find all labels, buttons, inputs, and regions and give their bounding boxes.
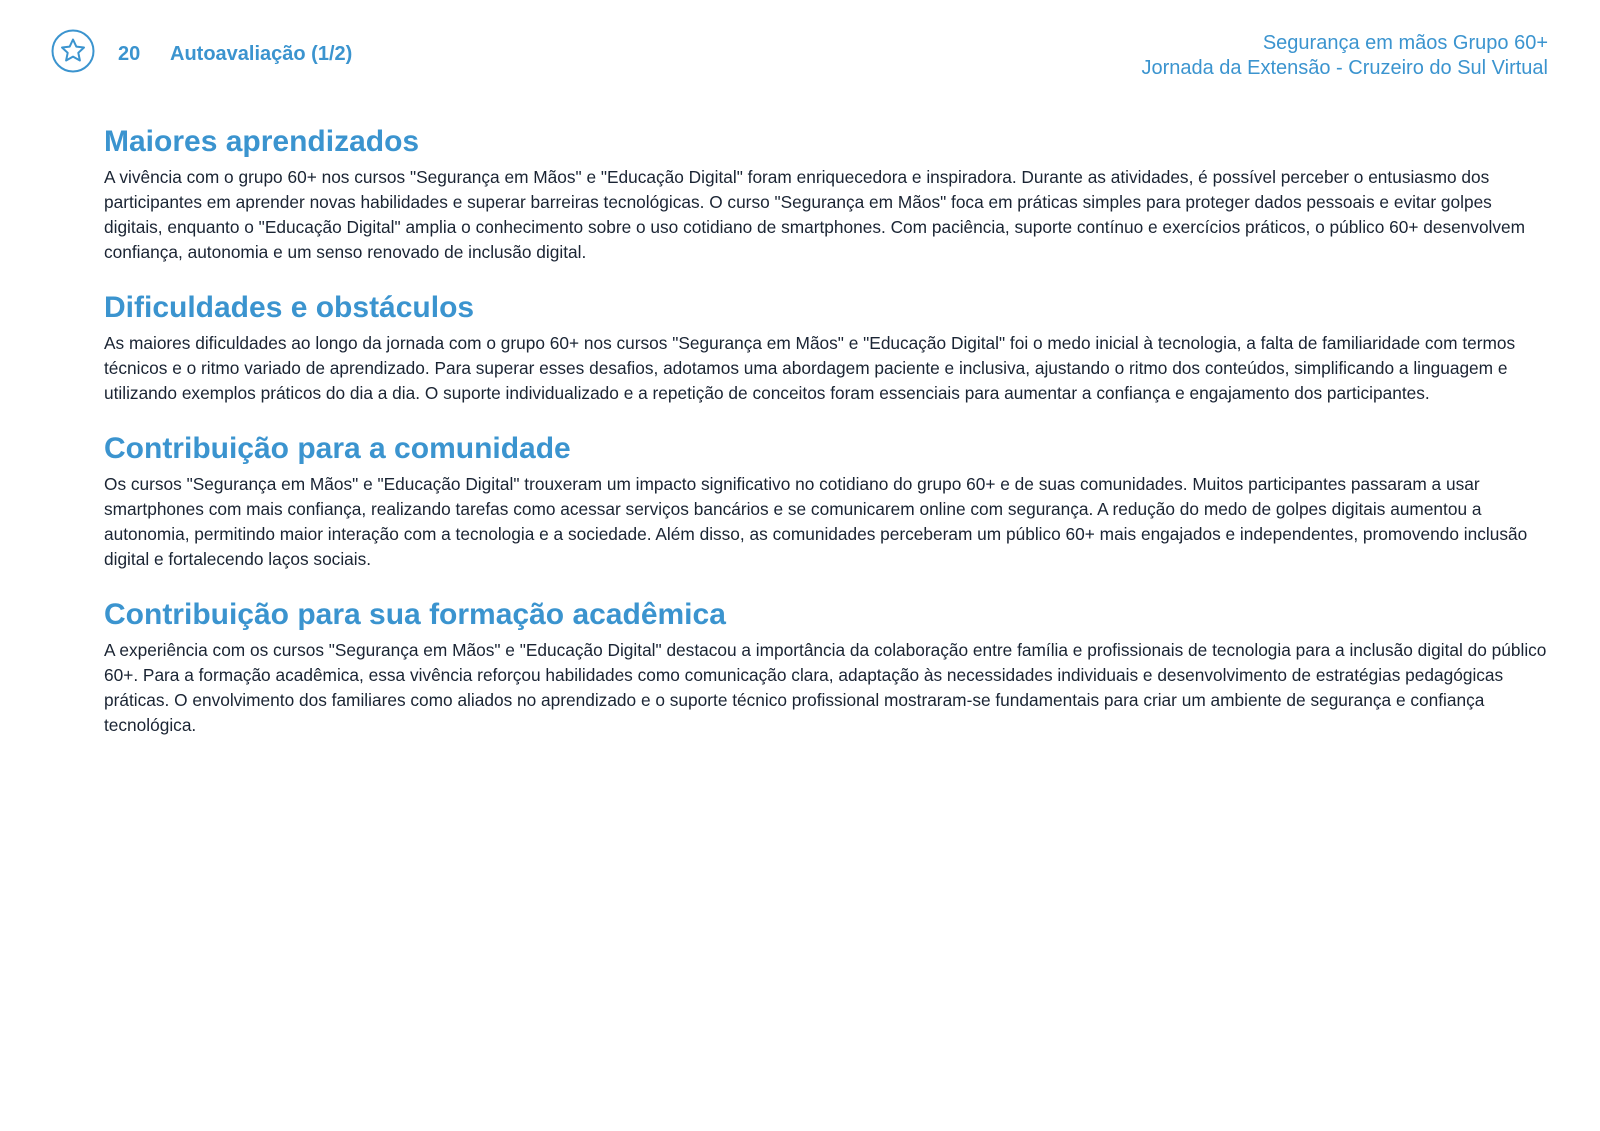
section-learnings bbox=[104, 123, 1552, 265]
section-body: A experiência com os cursos "Segurança em Mãos" e "Educação Digital" destacou a importância da colaboração entre família e profissionais de tecnologia para a inclusão digital do público 60+. Para a formação acadêmica, essa vivência reforçou habilidades como comunicação clara, adaptação às necessidades individuais e desenvolvimento de estratégias pedagógicas práticas. O envolvimento dos familiares como aliados no aprendizado e o suporte técnico profissional mostraram-se fundamentais para criar um ambiente de segurança e confiança tecnológica. bbox=[104, 640, 1547, 735]
section-label: Autoavaliação (1/2) bbox=[170, 43, 353, 65]
section-body: As maiores dificuldades ao longo da jornada com o grupo 60+ nos cursos "Segurança em Mãos" e "Educação Digital" foi o medo inicial à tecnologia, a falta de familiaridade com termos técnicos e o ritmo variado de aprendizado. Para superar esses desafios, adotamos uma abordagem paciente e inclusiva, ajustando o ritmo dos conteúdos, simplificando a linguagem e utilizando exemplos práticos do dia a dia. O suporte individualizado e a repetição de conceitos foram essenciais para aumentar a confiança e engajamento dos participantes. bbox=[104, 333, 1516, 403]
section-body: Os cursos "Segurança em Mãos" e "Educação Digital" trouxeram um impacto significativo no cotidiano do grupo 60+ e de suas comunidades. Muitos participantes passaram a usar smartphones com mais confiança, realizando tarefas como acessar serviços bancários e se comunicarem online com segurança. A redução do medo de golpes digitais aumentou a autonomia, permitindo maior interação com a tecnologia e a sociedade. Além disso, as comunidades perceberam um público 60+ mais engajados e independentes, promovendo inclusão digital e fortalecendo laços sociais. bbox=[104, 474, 1528, 569]
section-title: Contribuição para a comunidade bbox=[104, 432, 571, 465]
section-community-contribution bbox=[104, 430, 1552, 572]
section-title: Contribuição para sua formação acadêmica bbox=[104, 598, 726, 631]
section-body: A vivência com o grupo 60+ nos cursos "Segurança em Mãos" e "Educação Digital" foram enriquecedora e inspiradora. Durante as atividades, é possível perceber o entusiasmo dos participantes em aprender novas habilidades e superar barreiras tecnológicas. O curso "Segurança em Mãos" foca em práticas simples para proteger dados pessoais e evitar golpes digitais, enquanto o "Educação Digital" amplia o conhecimento sobre o uso cotidiano de smartphones. Com paciência, suporte contínuo e exercícios práticos, o público 60+ desenvolvem confiança, autonomia e um senso renovado de inclusão digital. bbox=[104, 167, 1526, 262]
project-title: Segurança em mãos Grupo 60+ bbox=[1262, 32, 1548, 54]
page-header bbox=[0, 0, 1600, 100]
section-title: Maiores aprendizados bbox=[104, 125, 420, 158]
program-title: Jornada da Extensão - Cruzeiro do Sul Virtual bbox=[1141, 57, 1548, 79]
section-academic-contribution bbox=[104, 596, 1552, 738]
star-icon bbox=[51, 29, 95, 73]
main-content bbox=[104, 123, 1552, 762]
section-difficulties bbox=[104, 289, 1552, 406]
page-number: 20 bbox=[118, 43, 141, 65]
section-title: Dificuldades e obstáculos bbox=[104, 291, 475, 324]
document-title-block bbox=[1141, 31, 1548, 81]
